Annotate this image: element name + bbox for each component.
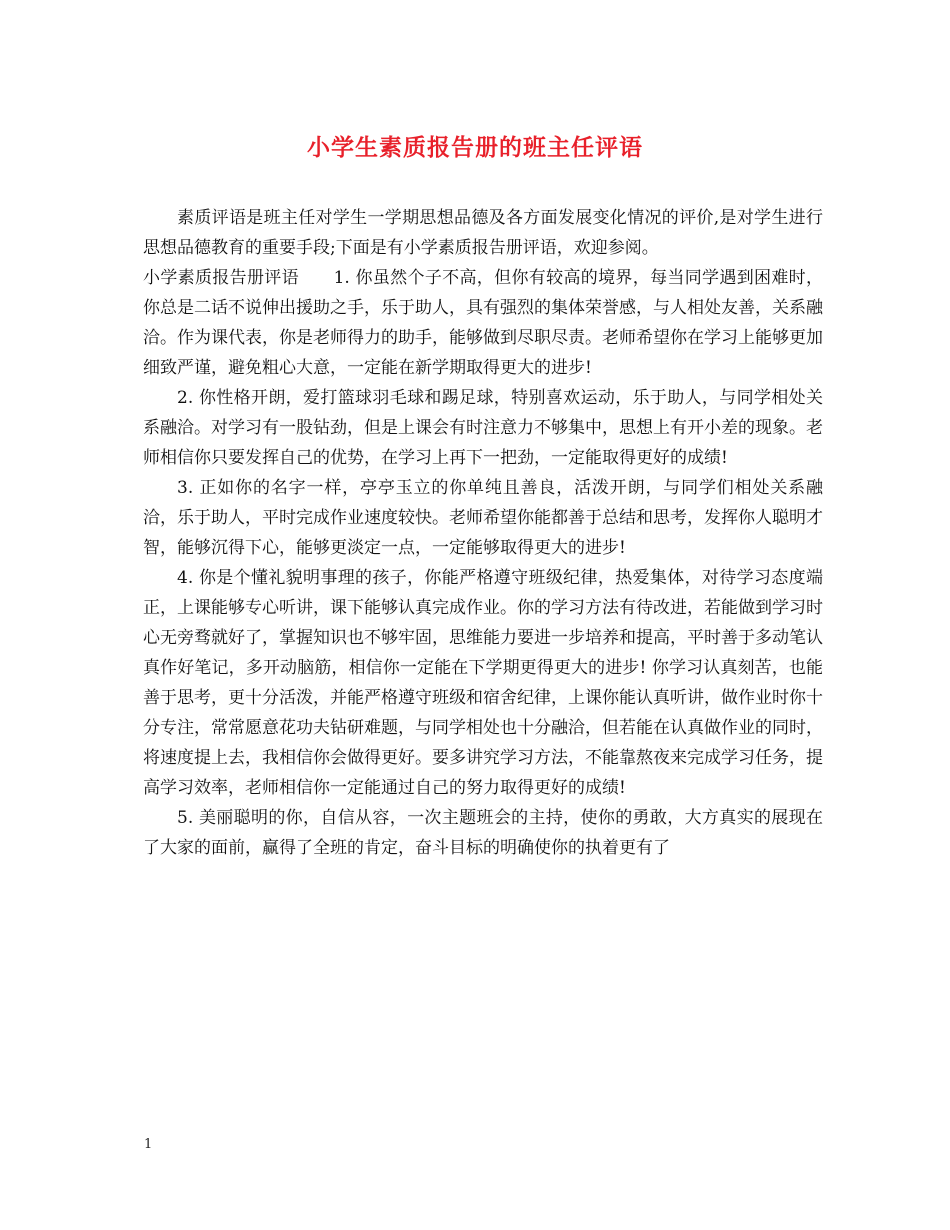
document-title: 小学生素质报告册的班主任评语 [307,134,643,161]
comment-paragraph-5: 5. 美丽聪明的你，自信从容，一次主题班会的主持，使你的勇敢，大方真实的展现在了大家的面前，赢得了全班的肯定，奋斗目标的明确使你的执着更有了 [143,808,823,858]
intro-paragraph: 素质评语是班主任对学生一学期思想品德及各方面发展变化情况的评价,是对学生进行思想品德教育的重要手段;下面是有小学素质报告册评语，欢迎参阅。 [143,208,823,258]
document-body [143,203,823,863]
comment-paragraph-3: 3. 正如你的名字一样，亭亭玉立的你单纯且善良，活泼开朗，与同学们相处关系融洽，乐于助人，平时完成作业速度较快。老师希望你能都善于总结和思考，发挥你人聪明才智，能够沉得下心，能够更淡定一点，一定能够取得更大的进步! [143,478,823,558]
page-number: 1 [144,1137,153,1152]
comment-paragraph-2: 2. 你性格开朗，爱打篮球羽毛球和踢足球，特别喜欢运动，乐于助人，与同学相处关系融洽。对学习有一股钻劲，但是上课会有时注意力不够集中，思想上有开小差的现象。老师相信你只要发挥自己的优势，在学习上再下一把劲，一定能取得更好的成绩! [143,388,823,468]
comment-paragraph-4: 4. 你是个懂礼貌明事理的孩子，你能严格遵守班级纪律，热爱集体，对待学习态度端正，上课能够专心听讲，课下能够认真完成作业。你的学习方法有待改进，若能做到学习时心无旁骛就好了，掌握知识也不够牢固，思维能力要进一步培养和提高，平时善于多动笔认真作好笔记，多开动脑筋，相信你一定能在下学期更得更大的进步! 你学习认真刻苦，也能善于思考，更十分活泼，并能严格遵守班级和宿舍纪律，上课你能认真听讲，做作业时你十分专注，常常愿意花功夫钻研难题，与同学相处也十分融洽，但若能在认真做作业的同时，将速度提上去，我相信你会做得更好。要多讲究学习方法，不能靠熬夜来完成学习任务，提高学习效率，老师相信你一定能通过自己的努力取得更好的成绩! [143,568,823,798]
comment-paragraph-1: 小学素质报告册评语 1. 你虽然个子不高，但你有较高的境界，每当同学遇到困难时，你总是二话不说伸出援助之手，乐于助人，具有强烈的集体荣誉感，与人相处友善，关系融洽。作为课代表，你是老师得力的助手，能够做到尽职尽责。老师希望你在学习上能够更加细致严谨，避免粗心大意，一定能在新学期取得更大的进步! [143,268,823,378]
